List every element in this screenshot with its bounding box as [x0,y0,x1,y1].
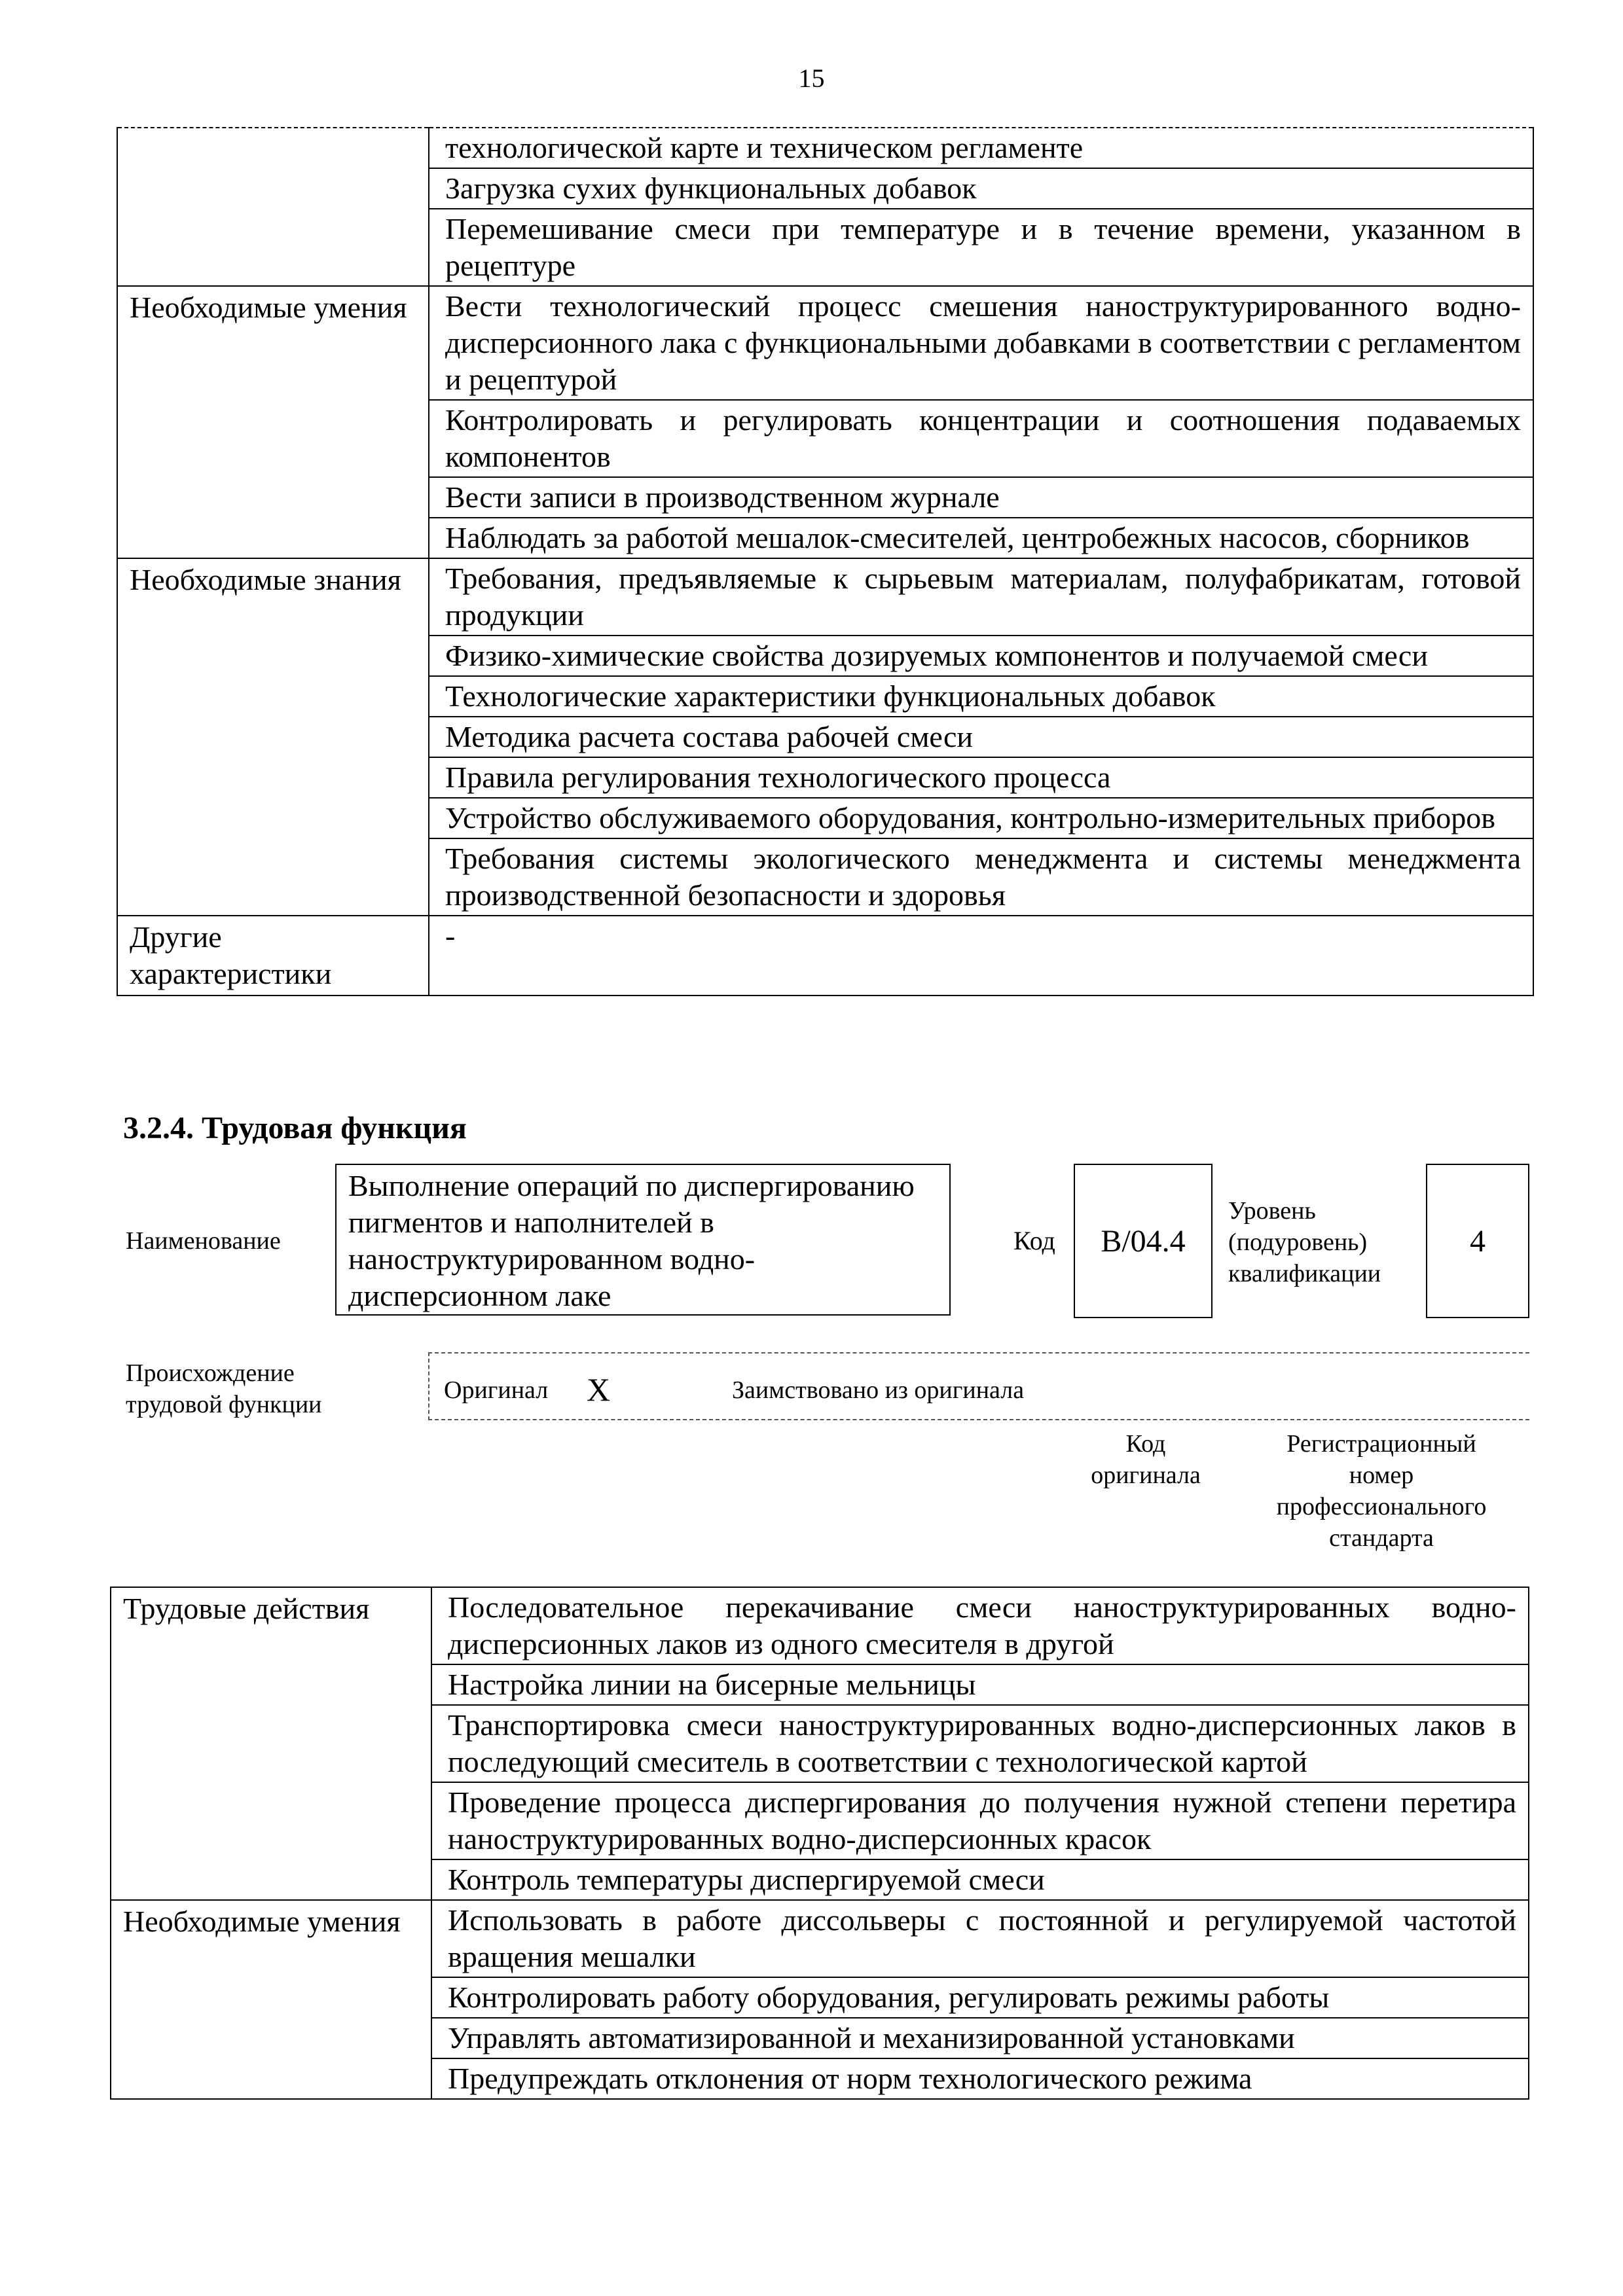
table-cell: Загрузка сухих функциональных добавок [429,168,1533,209]
table-row [117,916,1533,996]
borrowed-label: Заимствовано из оригинала [732,1376,1025,1404]
row-group-label [117,128,429,286]
table-cell: технологической карте и техническом регламенте [429,128,1533,168]
table-cell: Вести записи в производственном журнале [429,477,1533,518]
code-label: Код [1013,1226,1055,1255]
row-group-label: Трудовые действия [111,1587,431,1900]
table-cell: Требования системы экологического менеджмента и системы менеджмента производственной безопасности и здоровья [429,838,1533,916]
table-cell: Перемешивание смеси при температуре и в течение времени, указанном в рецептуре [429,209,1533,286]
table-cell: Контролировать работу оборудования, регулировать режимы работы [431,1977,1529,2018]
table-cell: Устройство обслуживаемого оборудования, контрольно-измерительных приборов [429,798,1533,838]
qualification-level-value: 4 [1470,1223,1486,1259]
page-number: 15 [798,63,825,93]
table-row [117,558,1533,636]
table-row [111,1900,1529,1977]
code-value: B/04.4 [1101,1223,1186,1259]
code-box [1074,1164,1213,1318]
table-cell: Настройка линии на бисерные мельницы [431,1664,1529,1705]
table-row [117,128,1533,168]
row-group-label: Необходимые знания [117,558,429,916]
table-cell: Физико-химические свойства дозируемых компонентов и получаемой смеси [429,636,1533,676]
function-name-box [335,1164,951,1316]
row-group-label: Необходимые умения [117,286,429,558]
row-group-label: Необходимые умения [111,1900,431,2099]
table-cell: Предупреждать отклонения от норм технологического режима [431,2058,1529,2099]
origin-label: Происхождение трудовой функции [126,1359,322,1418]
qualification-level-label: Уровень (подуровень) квалификации [1228,1197,1381,1287]
labor-function-table [110,1587,1529,2100]
table-cell: Технологические характеристики функциональных добавок [429,676,1533,717]
registration-number-caption: Регистрационный номер профессионального стандарта [1276,1430,1487,1552]
code-original-caption: Код оригинала [1091,1430,1201,1489]
table-cell: Контроль температуры диспергируемой смеси [431,1859,1529,1900]
table-cell: Требования, предъявляемые к сырьевым материалам, полуфабрикатам, готовой продукции [429,558,1533,636]
original-label: Оригинал [444,1376,549,1404]
original-mark: X [587,1371,611,1408]
table-cell: Проведение процесса диспергирования до получения нужной степени перетира наноструктурированных водно-дисперсионных красок [431,1782,1529,1859]
table-row [111,1587,1529,1664]
qualification-level-box [1426,1164,1529,1318]
section-heading: 3.2.4. Трудовая функция [123,1111,467,1145]
requirements-table-continued [117,127,1534,996]
table-cell: Правила регулирования технологического процесса [429,757,1533,798]
table-cell: Контролировать и регулировать концентрации и соотношения подаваемых компонентов [429,400,1533,477]
name-label: Наименование [126,1227,281,1255]
table-cell: Последовательное перекачивание смеси наноструктурированных водно-дисперсионных лаков из одного смесителя в другой [431,1587,1529,1664]
table-cell: - [429,916,1533,996]
table-cell: Вести технологический процесс смешения наноструктурированного водно-дисперсионного лака с функциональными добавками в соответствии с регламентом и рецептурой [429,286,1533,400]
function-name-value: Выполнение операций по диспергированию пигментов и наполнителей в наноструктурированном водно-дисперсионном лаке [348,1169,915,1312]
table-cell: Наблюдать за работой мешалок-смесителей, центробежных насосов, сборников [429,518,1533,558]
table-row [117,286,1533,400]
table-cell: Управлять автоматизированной и механизированной установками [431,2018,1529,2058]
table-cell: Методика расчета состава рабочей смеси [429,717,1533,757]
table-cell: Использовать в работе диссольверы с постоянной и регулируемой частотой вращения мешалки [431,1900,1529,1977]
row-group-label: Другие характеристики [117,916,429,996]
table-cell: Транспортировка смеси наноструктурированных водно-дисперсионных лаков в последующий смеситель в соответствии с технологической картой [431,1705,1529,1782]
